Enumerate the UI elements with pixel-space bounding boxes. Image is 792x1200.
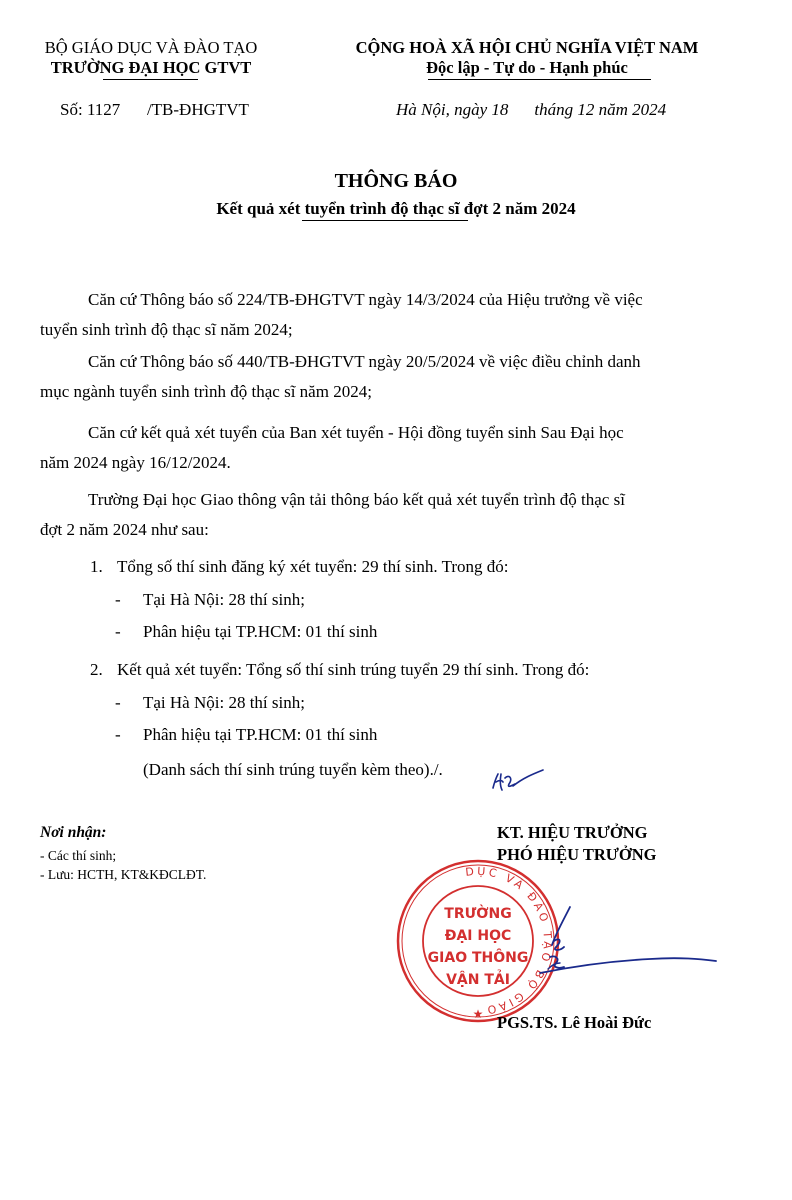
national-motto: Độc lập - Tự do - Hạnh phúc bbox=[426, 58, 628, 77]
national-header bbox=[322, 38, 732, 78]
paragraph-3 bbox=[40, 418, 740, 478]
sub-item-dash: - bbox=[115, 693, 121, 712]
item-2-sub-1: Tại Hà Nội: 28 thí sinh; bbox=[143, 693, 305, 712]
document-subtitle: Kết quả xét tuyển trình độ thạc sĩ đợt 2 năm 2024 bbox=[216, 199, 576, 218]
list-item-2-number: 2. bbox=[90, 660, 103, 679]
recipient-item: - Các thí sinh; bbox=[40, 848, 117, 863]
recipients-title: Nơi nhận: bbox=[40, 824, 107, 841]
recipient-item: - Lưu: HCTH, KT&KĐCLĐT. bbox=[40, 867, 207, 882]
paragraph-3-line-1: Căn cứ kết quả xét tuyển của Ban xét tuyển - Hội đồng tuyển sinh Sau Đại học bbox=[88, 423, 624, 442]
doc-number-value: 1127 bbox=[86, 100, 121, 119]
handwritten-signature bbox=[490, 897, 720, 987]
paragraph-4 bbox=[40, 485, 740, 545]
list-item-1-text: Tổng số thí sinh đăng ký xét tuyển: 29 thí sinh. Trong đó: bbox=[117, 557, 509, 576]
signature-title-line-2: PHÓ HIỆU TRƯỞNG bbox=[497, 845, 657, 864]
stamp-star-icon: ★ bbox=[472, 1007, 484, 1021]
stamp-line-3: GIAO THÔNG bbox=[427, 950, 529, 966]
doc-number-prefix: Số: bbox=[60, 100, 83, 119]
paragraph-4-line-1: Trường Đại học Giao thông vận tải thông báo kết quả xét tuyển trình độ thạc sĩ bbox=[88, 490, 625, 509]
republic-name: CỘNG HOÀ XÃ HỘI CHỦ NGHĨA VIỆT NAM bbox=[355, 38, 699, 57]
stamp-line-2: ĐẠI HỌC bbox=[444, 928, 512, 944]
paragraph-2 bbox=[40, 347, 740, 407]
initials-mark bbox=[487, 764, 547, 796]
list-item-2-text: Kết quả xét tuyển: Tổng số thí sinh trúng tuyển 29 thí sinh. Trong đó: bbox=[117, 660, 590, 679]
signature-title-line-1: KT. HIỆU TRƯỞNG bbox=[497, 823, 648, 842]
doc-number-code: /TB-ĐHGTVT bbox=[146, 100, 249, 119]
sub-item-dash: - bbox=[115, 590, 121, 609]
ministry-name: BỘ GIÁO DỤC VÀ ĐÀO TẠO bbox=[44, 38, 258, 57]
date-place-day: Hà Nội, ngày 18 bbox=[396, 100, 509, 119]
list-item-1-number: 1. bbox=[90, 557, 103, 576]
item-1-sub-2: Phân hiệu tại TP.HCM: 01 thí sinh bbox=[143, 622, 378, 641]
paragraph-4-line-2: đợt 2 năm 2024 như sau: bbox=[40, 520, 209, 539]
school-name bbox=[22, 58, 280, 78]
stamp-line-1: TRƯỜNG bbox=[444, 906, 512, 922]
item-2-sub-2: Phân hiệu tại TP.HCM: 01 thí sinh bbox=[143, 725, 378, 744]
school-name-text: TRƯỜNG ĐẠI HỌC GTVT bbox=[50, 58, 252, 77]
paragraph-1-line-1: Căn cứ Thông báo số 224/TB-ĐHGTVT ngày 14/3/2024 của Hiệu trưởng về việc bbox=[88, 290, 643, 309]
item-1-sub-1: Tại Hà Nội: 28 thí sinh; bbox=[143, 590, 305, 609]
stamp-ring-text: DỤC VÀ ĐÀO TẠO BỘ GIÁO bbox=[464, 864, 555, 1017]
subtitle-underline bbox=[302, 220, 468, 221]
stamp-line-4: VẬN TẢI bbox=[446, 972, 510, 988]
sub-item-dash: - bbox=[115, 725, 121, 744]
document-title: THÔNG BÁO bbox=[334, 170, 458, 192]
school-underline bbox=[103, 79, 198, 80]
signer-name: PGS.TS. Lê Hoài Đức bbox=[497, 1013, 652, 1032]
issuing-authority bbox=[22, 38, 280, 78]
paragraph-1 bbox=[40, 285, 740, 345]
paragraph-2-line-1: Căn cứ Thông báo số 440/TB-ĐHGTVT ngày 20/5/2024 về việc điều chỉnh danh bbox=[88, 352, 641, 371]
attachment-note: (Danh sách thí sinh trúng tuyển kèm theo)./. bbox=[143, 760, 443, 779]
paragraph-1-line-2: tuyển sinh trình độ thạc sĩ năm 2024; bbox=[40, 320, 293, 339]
document-number bbox=[60, 100, 249, 120]
motto-underline bbox=[428, 79, 651, 80]
paragraph-3-line-2: năm 2024 ngày 16/12/2024. bbox=[40, 453, 231, 472]
date-month-year: tháng 12 năm 2024 bbox=[534, 100, 667, 119]
document-date bbox=[396, 100, 666, 120]
sub-item-dash: - bbox=[115, 622, 121, 641]
paragraph-2-line-2: mục ngành tuyển sinh trình độ thạc sĩ năm 2024; bbox=[40, 382, 372, 401]
